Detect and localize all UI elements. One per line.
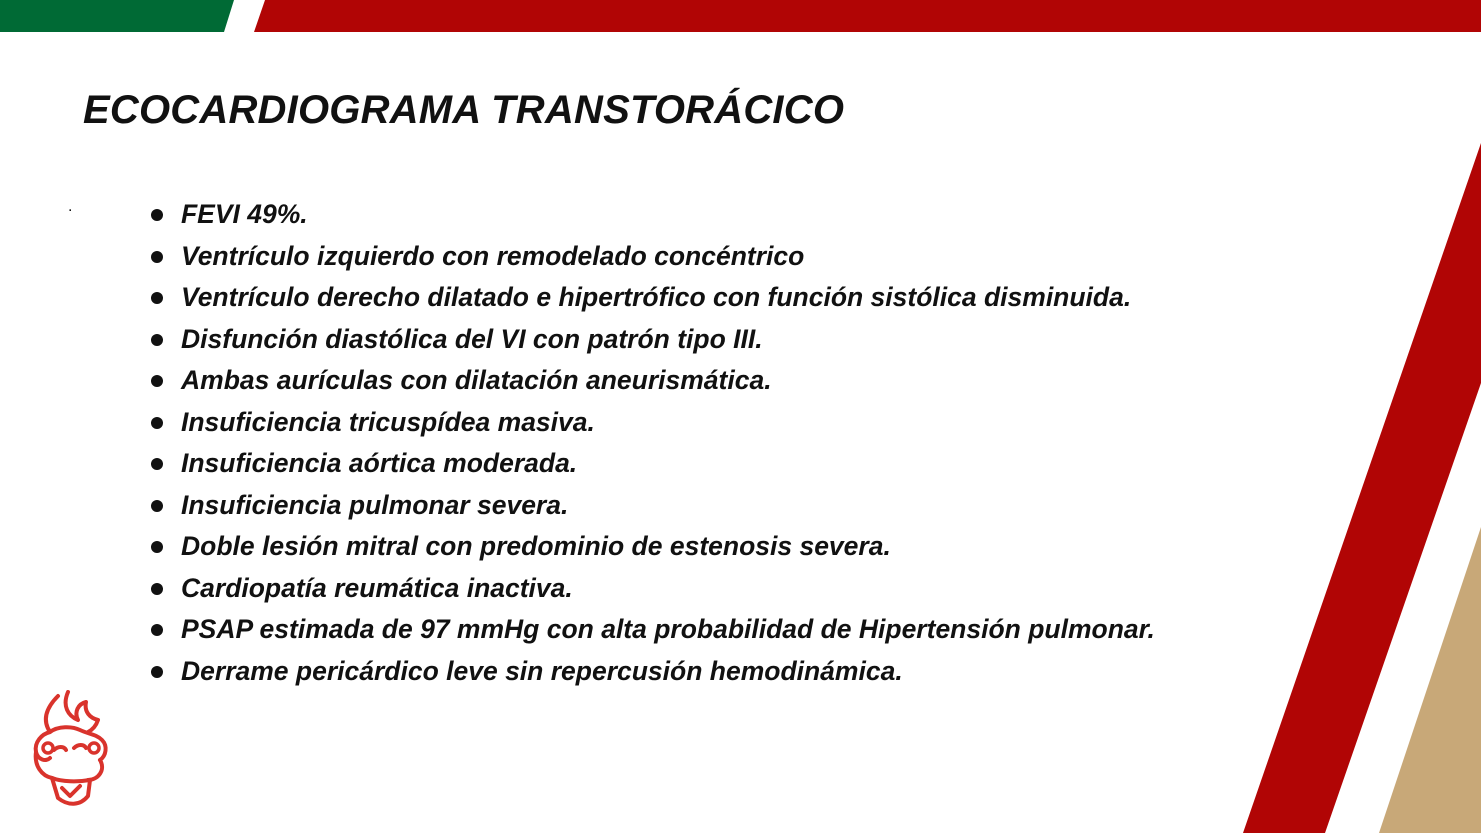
list-item-text: Cardiopatía reumática inactiva. [181, 572, 573, 603]
list-item [147, 360, 1321, 402]
list-item [147, 485, 1321, 527]
list-item-text: Derrame pericárdico leve sin repercusión hemodinámica. [181, 655, 903, 686]
bullet-dot-icon [151, 541, 163, 553]
list-item-text: Insuficiencia tricuspídea masiva. [181, 406, 595, 437]
list-item-text: Ventrículo derecho dilatado e hipertrófico con función sistólica disminuida. [181, 282, 1132, 312]
list-item-text: Disfunción diastólica del VI con patrón tipo III. [181, 323, 763, 354]
bullet-dot-icon [151, 251, 163, 263]
bullet-dot-icon [151, 500, 163, 512]
list-item [147, 651, 1321, 693]
list-item [147, 443, 1321, 485]
bullet-dot-icon [151, 624, 163, 636]
bullet-dot-icon [151, 209, 163, 221]
slide-title: ECOCARDIOGRAMA TRANSTORÁCICO [83, 88, 845, 132]
list-item-text: PSAP estimada de 97 mmHg con alta probabilidad de Hipertensión pulmonar. [181, 614, 1155, 644]
list-item [147, 194, 1321, 236]
top-red-band [254, 0, 1481, 32]
flame-mascot-logo-icon [28, 690, 112, 808]
bullet-dot-icon [151, 458, 163, 470]
list-item [147, 609, 1321, 651]
list-item [147, 402, 1321, 444]
list-item-text: Insuficiencia aórtica moderada. [181, 448, 578, 478]
list-item-text: Doble lesión mitral con predominio de estenosis severa. [181, 531, 891, 561]
bullet-dot-icon [151, 375, 163, 387]
list-item-text: FEVI 49%. [181, 199, 308, 229]
top-green-band [0, 0, 234, 32]
list-item-text: Insuficiencia pulmonar severa. [181, 489, 569, 520]
bullet-dot-icon [151, 583, 163, 595]
list-item [147, 568, 1321, 610]
list-item-text: Ambas aurículas con dilatación aneurismática. [181, 365, 772, 395]
list-item-text: Ventrículo izquierdo con remodelado concéntrico [181, 240, 805, 271]
bullet-dot-icon [151, 666, 163, 678]
list-item [147, 319, 1321, 361]
bullet-dot-icon [151, 292, 163, 304]
list-item [147, 526, 1321, 568]
stray-mark: . [68, 198, 73, 215]
list-item [147, 277, 1321, 319]
bullet-dot-icon [151, 334, 163, 346]
bullet-dot-icon [151, 417, 163, 429]
findings-list [147, 194, 1321, 692]
list-item [147, 236, 1321, 278]
